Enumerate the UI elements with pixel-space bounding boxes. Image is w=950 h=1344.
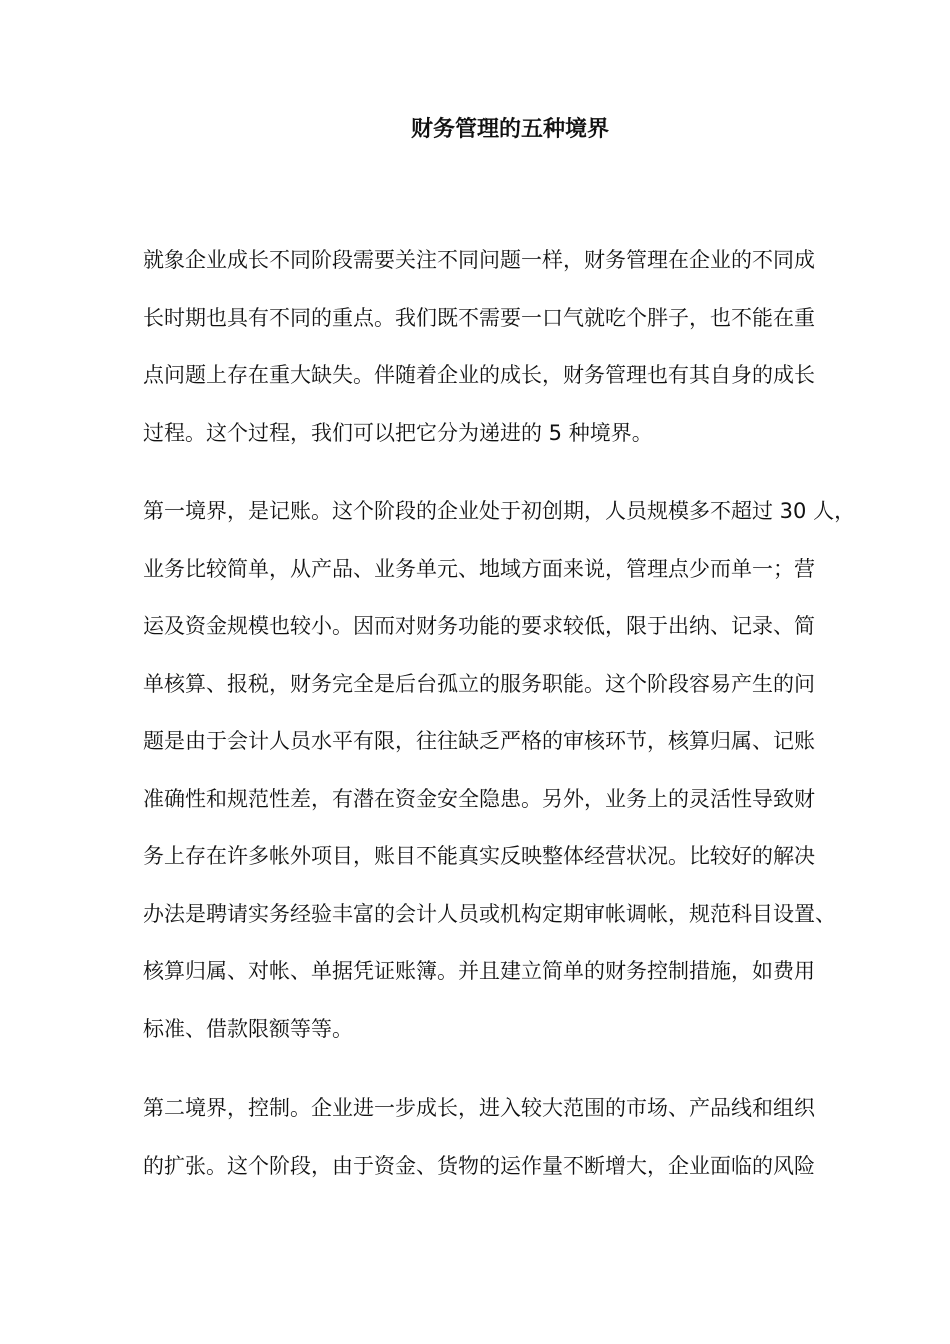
paragraph-1	[143, 242, 893, 472]
paragraph-line: 准确性和规范性差，有潜在资金安全隐患。另外，业务上的灵活性导致财	[143, 786, 815, 811]
paragraph-line: 单核算、报税，财务完全是后台孤立的服务职能。这个阶段容易产生的问	[143, 671, 815, 696]
paragraph-line: 第一境界，是记账。这个阶段的企业处于初创期，人员规模多不超过 30 人，	[143, 499, 856, 523]
paragraph-line: 办法是聘请实务经验丰富的会计人员或机构定期审帐调帐，规范科目设置、	[143, 901, 836, 926]
paragraph-line: 就象企业成长不同阶段需要关注不同问题一样，财务管理在企业的不同成	[143, 248, 815, 272]
paragraph-line: 第二境界，控制。企业进一步成长，进入较大范围的市场、产品线和组织	[143, 1096, 815, 1120]
document-title: 财务管理的五种境界	[410, 117, 609, 142]
paragraph-line: 标准、借款限额等等。	[143, 1016, 353, 1041]
paragraph-line: 业务比较简单，从产品、业务单元、地域方面来说，管理点少而单一；营	[143, 556, 815, 581]
paragraph-2	[143, 493, 893, 1068]
paragraph-line: 核算归属、对帐、单据凭证账簿。并且建立简单的财务控制措施，如费用	[143, 959, 815, 983]
paragraph-line: 运及资金规模也较小。因而对财务功能的要求较低，限于出纳、记录、简	[143, 614, 815, 638]
paragraph-line: 过程。这个过程，我们可以把它分为递进的 5 种境界。	[143, 420, 653, 445]
paragraph-line: 务上存在许多帐外项目，账目不能真实反映整体经营状况。比较好的解决	[143, 844, 815, 868]
paragraph-line: 点问题上存在重大缺失。伴随着企业的成长，财务管理也有其自身的成长	[143, 363, 815, 387]
paragraph-line: 的扩张。这个阶段，由于资金、货物的运作量不断增大，企业面临的风险	[143, 1153, 815, 1178]
paragraph-line: 题是由于会计人员水平有限，往往缺乏严格的审核环节，核算归属、记账	[143, 729, 815, 753]
paragraph-3	[143, 1090, 893, 1205]
paragraph-line: 长时期也具有不同的重点。我们既不需要一口气就吃个胖子，也不能在重	[143, 305, 815, 330]
